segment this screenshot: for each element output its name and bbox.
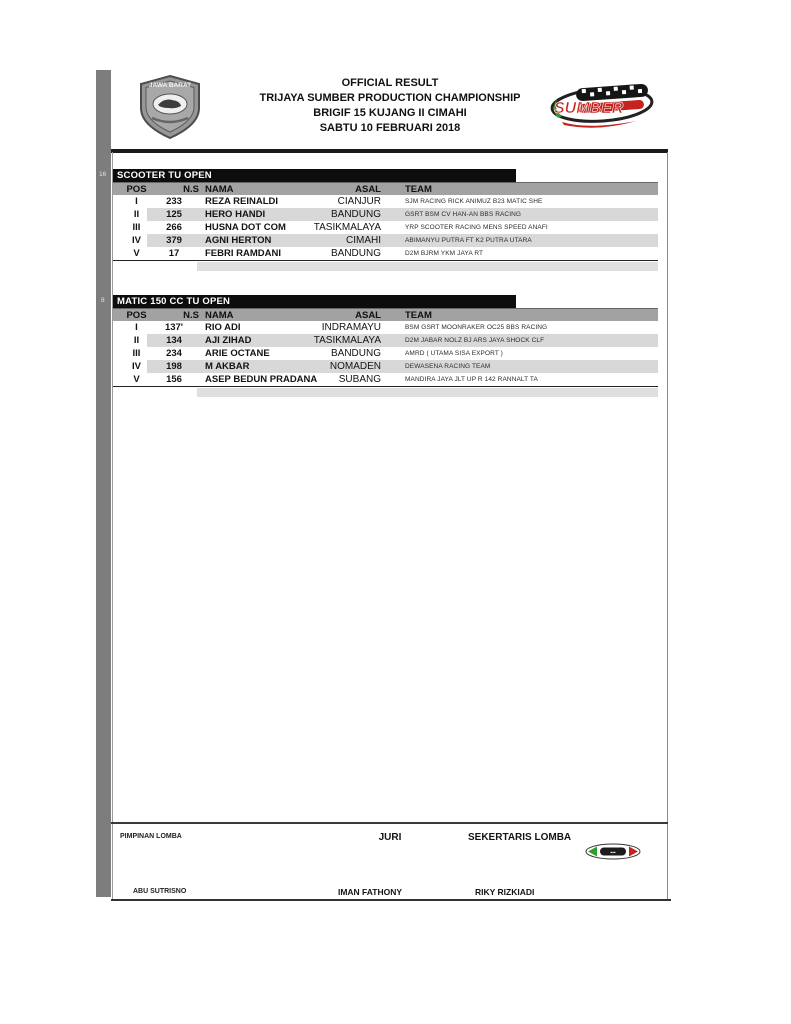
col-header-nama: NAMA bbox=[205, 184, 234, 195]
cell-ns: 137' bbox=[164, 322, 184, 333]
col-header-pos: POS bbox=[126, 184, 147, 195]
signature-name-juri: IMAN FATHONY bbox=[337, 887, 403, 897]
table-column-header bbox=[113, 182, 658, 195]
table-under-strip bbox=[197, 262, 658, 271]
cell-team: ABIMANYU PUTRA FT K2 PUTRA UTARA bbox=[405, 237, 532, 244]
cell-pos: II bbox=[133, 335, 140, 346]
cell-ns: 156 bbox=[166, 374, 182, 385]
signature-role-sekertaris: SEKERTARIS LOMBA bbox=[468, 832, 572, 843]
table-column-header bbox=[113, 308, 658, 321]
cell-pos: V bbox=[133, 374, 140, 385]
cell-asal: BANDUNG bbox=[330, 348, 381, 359]
cell-asal: NOMADEN bbox=[329, 361, 381, 372]
cell-ns: 198 bbox=[166, 361, 182, 372]
cell-team: BSM GSRT MOONRAKER OC25 BBS RACING bbox=[405, 324, 548, 331]
document-title bbox=[190, 76, 590, 136]
cell-nama: M AKBAR bbox=[205, 361, 250, 372]
cell-asal: INDRAMAYU bbox=[321, 322, 381, 333]
result-row bbox=[113, 347, 658, 360]
cell-pos: IV bbox=[132, 235, 141, 246]
page-bottom-line bbox=[111, 899, 671, 901]
cell-nama: REZA REINALDI bbox=[205, 196, 279, 207]
result-row bbox=[113, 247, 658, 260]
cell-pos: V bbox=[133, 248, 140, 259]
signature-role-juri: JURI bbox=[378, 832, 402, 843]
shield-logo-text: JAWA BARAT bbox=[148, 82, 192, 89]
results-table-scooter bbox=[113, 169, 658, 261]
cell-team: GSRT BSM CV HAN-AN BBS RACING bbox=[405, 211, 522, 218]
title-line-1: OFFICIAL RESULT bbox=[341, 77, 439, 89]
result-row bbox=[113, 360, 658, 373]
cell-nama: HUSNA DOT COM bbox=[205, 222, 286, 233]
table-under-strip bbox=[197, 388, 658, 397]
cell-nama: RIO ADI bbox=[205, 322, 241, 333]
signature-name-sekertaris: RIKY RIZKIADI bbox=[475, 887, 535, 897]
cell-team: D2M JABAR NOLZ BJ ARS JAYA SHOCK CLF bbox=[405, 337, 545, 344]
cell-nama: AJI ZIHAD bbox=[205, 335, 252, 346]
col-header-team: TEAM bbox=[405, 184, 432, 195]
col-header-team: TEAM bbox=[405, 310, 432, 321]
cell-ns: 379 bbox=[166, 235, 182, 246]
cell-nama: ASEP BEDUN PRADANA bbox=[205, 374, 318, 385]
result-row bbox=[113, 321, 658, 334]
cell-nama: HERO HANDI bbox=[205, 209, 266, 220]
table-title-band bbox=[113, 169, 516, 182]
col-header-ns: N.S bbox=[183, 310, 199, 321]
cell-asal: CIANJUR bbox=[337, 196, 381, 207]
table-title-band bbox=[113, 295, 516, 308]
results-table-matic bbox=[113, 295, 658, 387]
cell-team: MANDIRA JAYA JLT UP R 142 RANNALT TA bbox=[405, 376, 538, 383]
cell-asal: BANDUNG bbox=[330, 209, 381, 220]
cell-team: SJM RACING RICK ANIMUZ B23 MATIC SHE bbox=[405, 198, 543, 205]
imi-logo-glyph: ▪▪▪ bbox=[610, 849, 616, 856]
cell-nama: AGNI HERTON bbox=[205, 235, 272, 246]
signature-divider-line bbox=[111, 822, 668, 824]
cell-team: AMRD ( UTAMA SISA EXPORT ) bbox=[405, 350, 503, 357]
result-row bbox=[113, 234, 658, 247]
cell-ns: 125 bbox=[166, 209, 182, 220]
result-row bbox=[113, 208, 658, 221]
cell-ns: 233 bbox=[166, 196, 182, 207]
table-rows bbox=[113, 321, 658, 387]
title-line-3: BRIGIF 15 KUJANG II CIMAHI bbox=[313, 107, 467, 119]
title-line-2: TRIJAYA SUMBER PRODUCTION CHAMPIONSHIP bbox=[259, 92, 521, 104]
content-right-border bbox=[667, 152, 668, 901]
cell-asal: TASIKMALAYA bbox=[313, 222, 381, 233]
result-row bbox=[113, 334, 658, 347]
cell-asal: CIMAHI bbox=[346, 235, 381, 246]
title-line-4: SABTU 10 FEBRUARI 2018 bbox=[319, 122, 461, 134]
sumber-racing-logo bbox=[548, 80, 654, 137]
col-header-pos: POS bbox=[126, 310, 147, 321]
cell-pos: I bbox=[135, 322, 138, 333]
sumber-logo-text: SUMBER bbox=[554, 100, 624, 117]
cell-pos: II bbox=[133, 209, 140, 220]
cell-ns: 134 bbox=[166, 335, 182, 346]
margin-row-number-1: 16 bbox=[99, 171, 107, 178]
table-title: MATIC 150 CC TU OPEN bbox=[117, 296, 231, 307]
content-left-border bbox=[112, 152, 113, 901]
cell-asal: BANDUNG bbox=[330, 248, 381, 259]
result-row bbox=[113, 195, 658, 208]
scan-binding-strip bbox=[96, 70, 111, 897]
cell-pos: IV bbox=[132, 361, 141, 372]
table-rows bbox=[113, 195, 658, 261]
cell-ns: 234 bbox=[166, 348, 182, 359]
table-title: SCOOTER TU OPEN bbox=[117, 170, 212, 181]
cell-asal: SUBANG bbox=[338, 374, 381, 385]
result-row bbox=[113, 221, 658, 234]
signature-name-pimpinan: ABU SUTRISNO bbox=[133, 888, 187, 895]
col-header-ns: N.S bbox=[183, 184, 199, 195]
cell-nama: FEBRI RAMDANI bbox=[205, 248, 281, 259]
cell-nama: ARIE OCTANE bbox=[205, 348, 270, 359]
col-header-nama: NAMA bbox=[205, 310, 234, 321]
cell-team: DEWASENA RACING TEAM bbox=[405, 363, 491, 370]
cell-asal: TASIKMALAYA bbox=[313, 335, 381, 346]
cell-pos: III bbox=[132, 222, 141, 233]
header-divider-line bbox=[111, 149, 668, 153]
margin-row-number-2: 8 bbox=[101, 297, 105, 304]
cell-ns: 266 bbox=[166, 222, 182, 233]
signature-role-pimpinan: PIMPINAN LOMBA bbox=[120, 833, 182, 840]
cell-pos: III bbox=[132, 348, 141, 359]
col-header-asal: ASAL bbox=[355, 310, 381, 321]
imi-oval-logo bbox=[584, 843, 642, 865]
result-row bbox=[113, 373, 658, 386]
cell-pos: I bbox=[135, 196, 138, 207]
cell-team: D2M BJRM YKM JAYA RT bbox=[405, 250, 484, 257]
col-header-asal: ASAL bbox=[355, 184, 381, 195]
cell-ns: 17 bbox=[168, 248, 180, 259]
cell-team: YRP SCOOTER RACING MENS SPEED ANAFI bbox=[405, 224, 548, 231]
